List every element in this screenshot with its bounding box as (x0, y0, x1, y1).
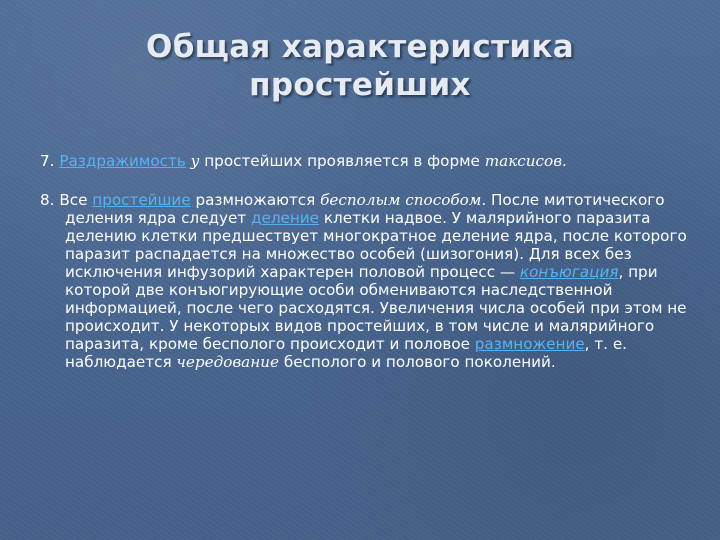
paragraph-7 (40, 152, 690, 170)
link-irritability[interactable]: Раздражимость (59, 152, 186, 170)
slide-title (40, 28, 680, 104)
paragraph-7-number: 7. (40, 152, 60, 170)
paragraph-8-number: 8. Все (40, 191, 93, 209)
text-alternation: чередование (176, 353, 280, 371)
text-asexual: бесполым способом. (320, 191, 487, 209)
paragraph-8 (40, 191, 690, 371)
text-exchange: , при которой две конъюгирующие особи обмениваются наследственной информацией, после чего расходятся. Увеличения числа особей при этом не происходит. У некоторых видов простейших, в том числе и малярийного паразита, кроме бесполого происходит и половое (65, 263, 687, 353)
slide-content (40, 152, 690, 371)
text-u: у (190, 152, 200, 170)
title-line-1: Общая характеристика (146, 29, 574, 65)
link-division[interactable]: деление (250, 209, 320, 227)
title-line-2: простейших (249, 67, 471, 104)
text-generations: бесполого и полового поколений. (279, 353, 556, 371)
text-observed: , т. е. наблюдается (65, 335, 628, 371)
text-reproduce: размножаются (190, 191, 321, 209)
link-conjugation[interactable]: конъюгация (519, 263, 619, 281)
text-schizogony: клетки надвое. У малярийного паразита делению клетки предшествует многократное деление ядра, после которого паразит распадается на множество особей (шизогония). Для всех без исключения инфузорий характерен половой процесс — (65, 209, 687, 281)
text-mitotic: После митотического деления ядра следует (65, 191, 665, 227)
link-protozoa[interactable]: простейшие (92, 191, 191, 209)
text-taxis: таксисов. (484, 152, 567, 170)
text-manifests: простейших проявляется в форме (199, 152, 485, 170)
link-reproduction[interactable]: размножение (474, 335, 585, 353)
